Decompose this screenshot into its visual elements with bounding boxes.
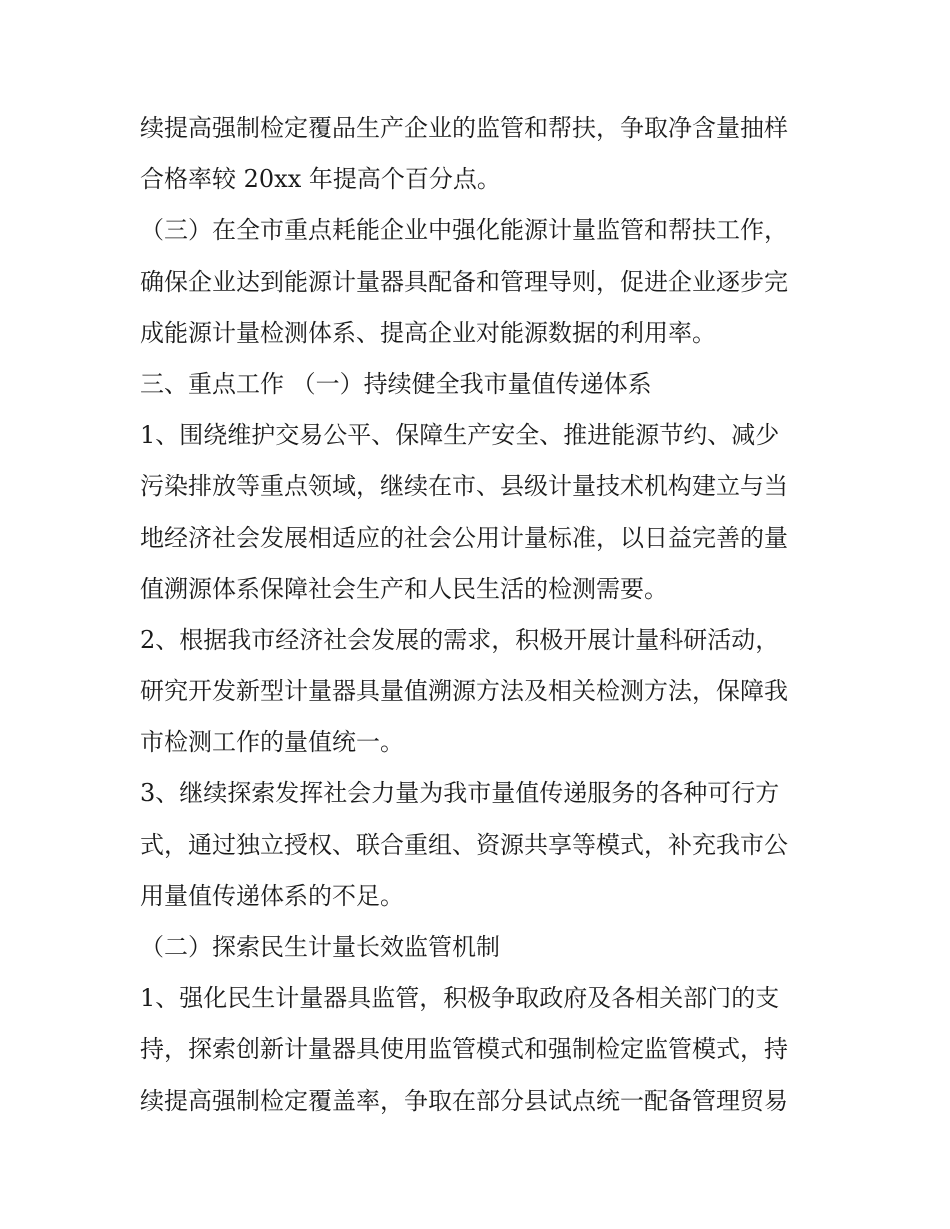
- document-body: [140, 103, 830, 1127]
- text-line: 确保企业达到能源计量器具配备和管理导则，促进企业逐步完: [140, 267, 788, 296]
- text-line: 续提高强制检定覆盖率，争取在部分县试点统一配备管理贸易: [140, 1086, 788, 1115]
- text-line: 合格率较 20xx 年提高个百分点。: [140, 165, 501, 194]
- text-line: 污染排放等重点领域，继续在市、县级计量技术机构建立与当: [140, 472, 788, 501]
- text-line: 值溯源体系保障社会生产和人民生活的检测需要。: [140, 574, 668, 603]
- text-line: 1、强化民生计量器具监管，积极争取政府及各相关部门的支: [140, 984, 780, 1013]
- text-line: 式，通过独立授权、联合重组、资源共享等模式，补充我市公: [140, 830, 788, 859]
- text-line: 2、根据我市经济社会发展的需求，积极开展计量科研活动，: [140, 625, 780, 654]
- text-line: 市检测工作的量值统一。: [140, 728, 404, 757]
- text-line: 地经济社会发展相适应的社会公用计量标准，以日益完善的量: [140, 523, 788, 552]
- section-heading-key-work: 三、重点工作 （一）持续健全我市量值传递体系: [140, 369, 652, 398]
- text-line: 持，探索创新计量器具使用监管模式和强制检定监管模式，持: [140, 1035, 788, 1064]
- text-line: 成能源计量检测体系、提高企业对能源数据的利用率。: [140, 318, 716, 347]
- text-line: 研究开发新型计量器具量值溯源方法及相关检测方法，保障我: [140, 677, 788, 706]
- text-line: 1、围绕维护交易公平、保障生产安全、推进能源节约、减少: [140, 421, 780, 450]
- text-line: 用量值传递体系的不足。: [140, 881, 404, 910]
- text-line: 3、继续探索发挥社会力量为我市量值传递服务的各种可行方: [140, 779, 780, 808]
- section-heading-2: （二）探索民生计量长效监管机制: [140, 933, 500, 961]
- text-line: 续提高强制检定覆品生产企业的监管和帮扶，争取净含量抽样: [140, 114, 788, 142]
- section-heading-3: （三）在全市重点耗能企业中强化能源计量监管和帮扶工作，: [140, 216, 788, 245]
